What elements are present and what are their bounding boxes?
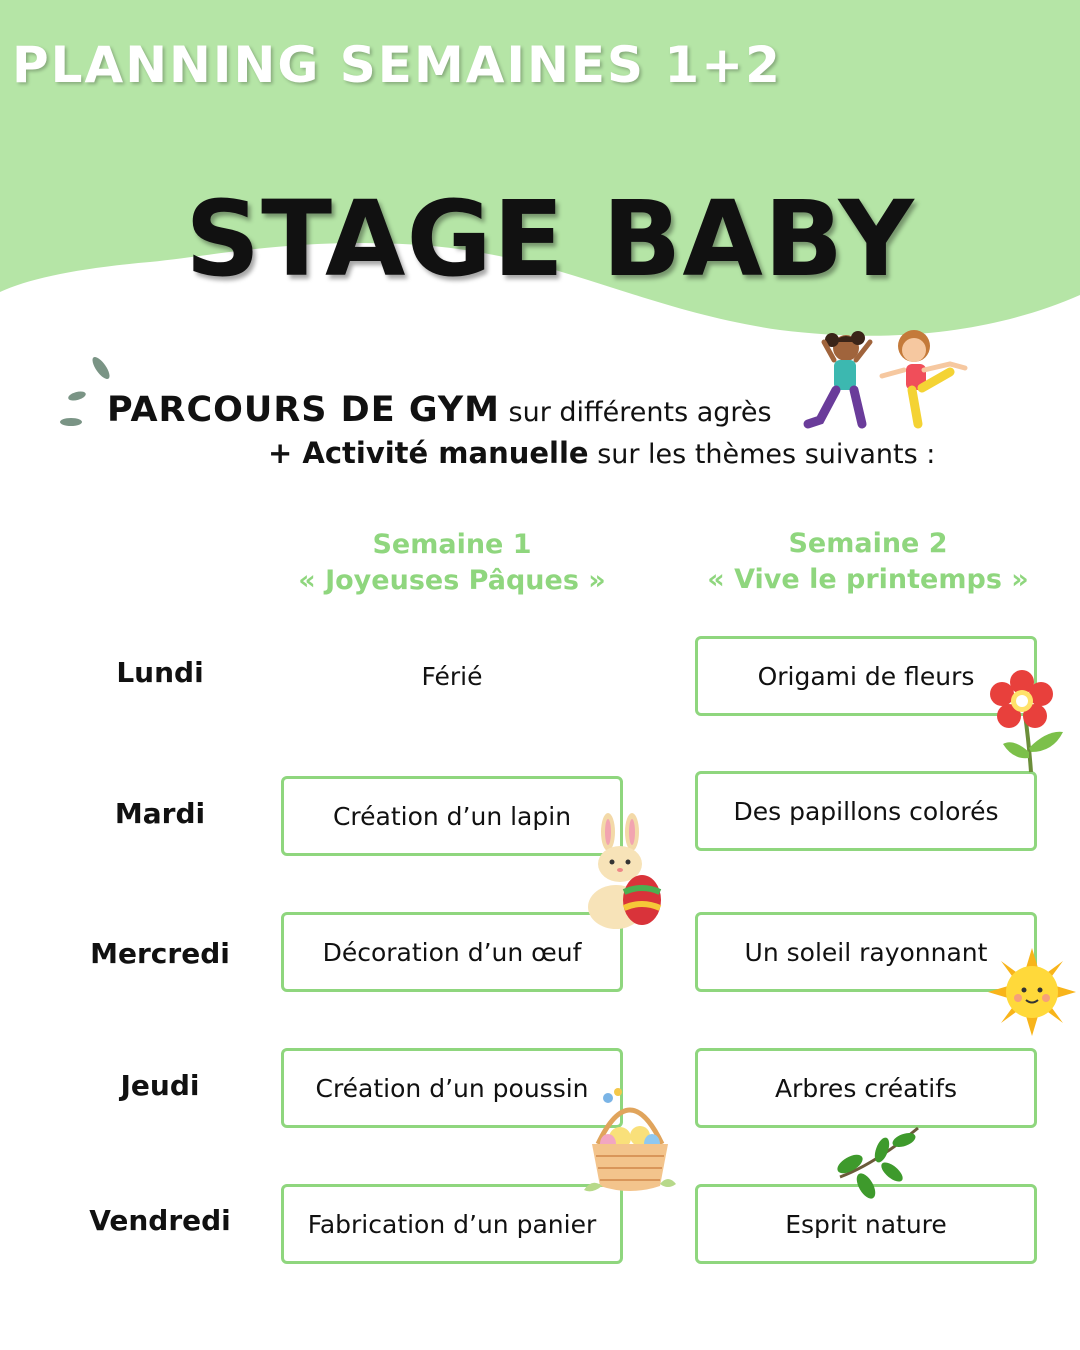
- week-1-title: Semaine 1: [372, 529, 532, 560]
- week-2-theme: « Vive le printemps »: [707, 564, 1029, 595]
- day-monday: Lundi: [116, 656, 204, 689]
- branch-icon: [830, 1122, 925, 1202]
- sun-icon: [988, 948, 1076, 1036]
- week-1-tuesday: Création d’un lapin: [281, 776, 623, 856]
- week-2-header: [690, 526, 1046, 598]
- easter-basket-icon: [580, 1082, 680, 1202]
- intro-activity-bold: + Activité manuelle: [268, 436, 589, 470]
- kids-gym-icon: [800, 320, 975, 435]
- day-friday: Vendredi: [89, 1204, 231, 1237]
- page-title: STAGE BABY: [185, 178, 915, 300]
- week-1-thursday: Création d’un poussin: [281, 1048, 623, 1128]
- intro-gym-rest: sur différents agrès: [499, 397, 772, 428]
- week-1-wednesday: Décoration d’un œuf: [281, 912, 623, 992]
- intro-line-1: [107, 390, 772, 430]
- week-2-thursday: Arbres créatifs: [695, 1048, 1037, 1128]
- week-2-monday: Origami de fleurs: [695, 636, 1037, 716]
- flower-icon: [985, 664, 1070, 774]
- week-2-tuesday: Des papillons colorés: [695, 771, 1037, 851]
- week-1-monday: Férié: [421, 661, 483, 691]
- intro-line-2: [268, 436, 935, 470]
- week-2-friday: Esprit nature: [695, 1184, 1037, 1264]
- planning-title: PLANNING SEMAINES 1+2: [12, 36, 782, 94]
- easter-bunny-icon: [580, 812, 665, 930]
- leaf-marks-icon: [55, 352, 115, 432]
- intro-gym-bold: PARCOURS DE GYM: [107, 390, 500, 430]
- day-thursday: Jeudi: [120, 1069, 200, 1102]
- week-2-wednesday: Un soleil rayonnant: [695, 912, 1037, 992]
- week-2-title: Semaine 2: [788, 528, 948, 559]
- week-1-header: [280, 527, 624, 599]
- day-wednesday: Mercredi: [90, 937, 230, 970]
- intro-activity-rest: sur les thèmes suivants :: [588, 439, 936, 470]
- day-tuesday: Mardi: [114, 797, 206, 830]
- week-1-theme: « Joyeuses Pâques »: [298, 565, 606, 596]
- week-1-friday: Fabrication d’un panier: [281, 1184, 623, 1264]
